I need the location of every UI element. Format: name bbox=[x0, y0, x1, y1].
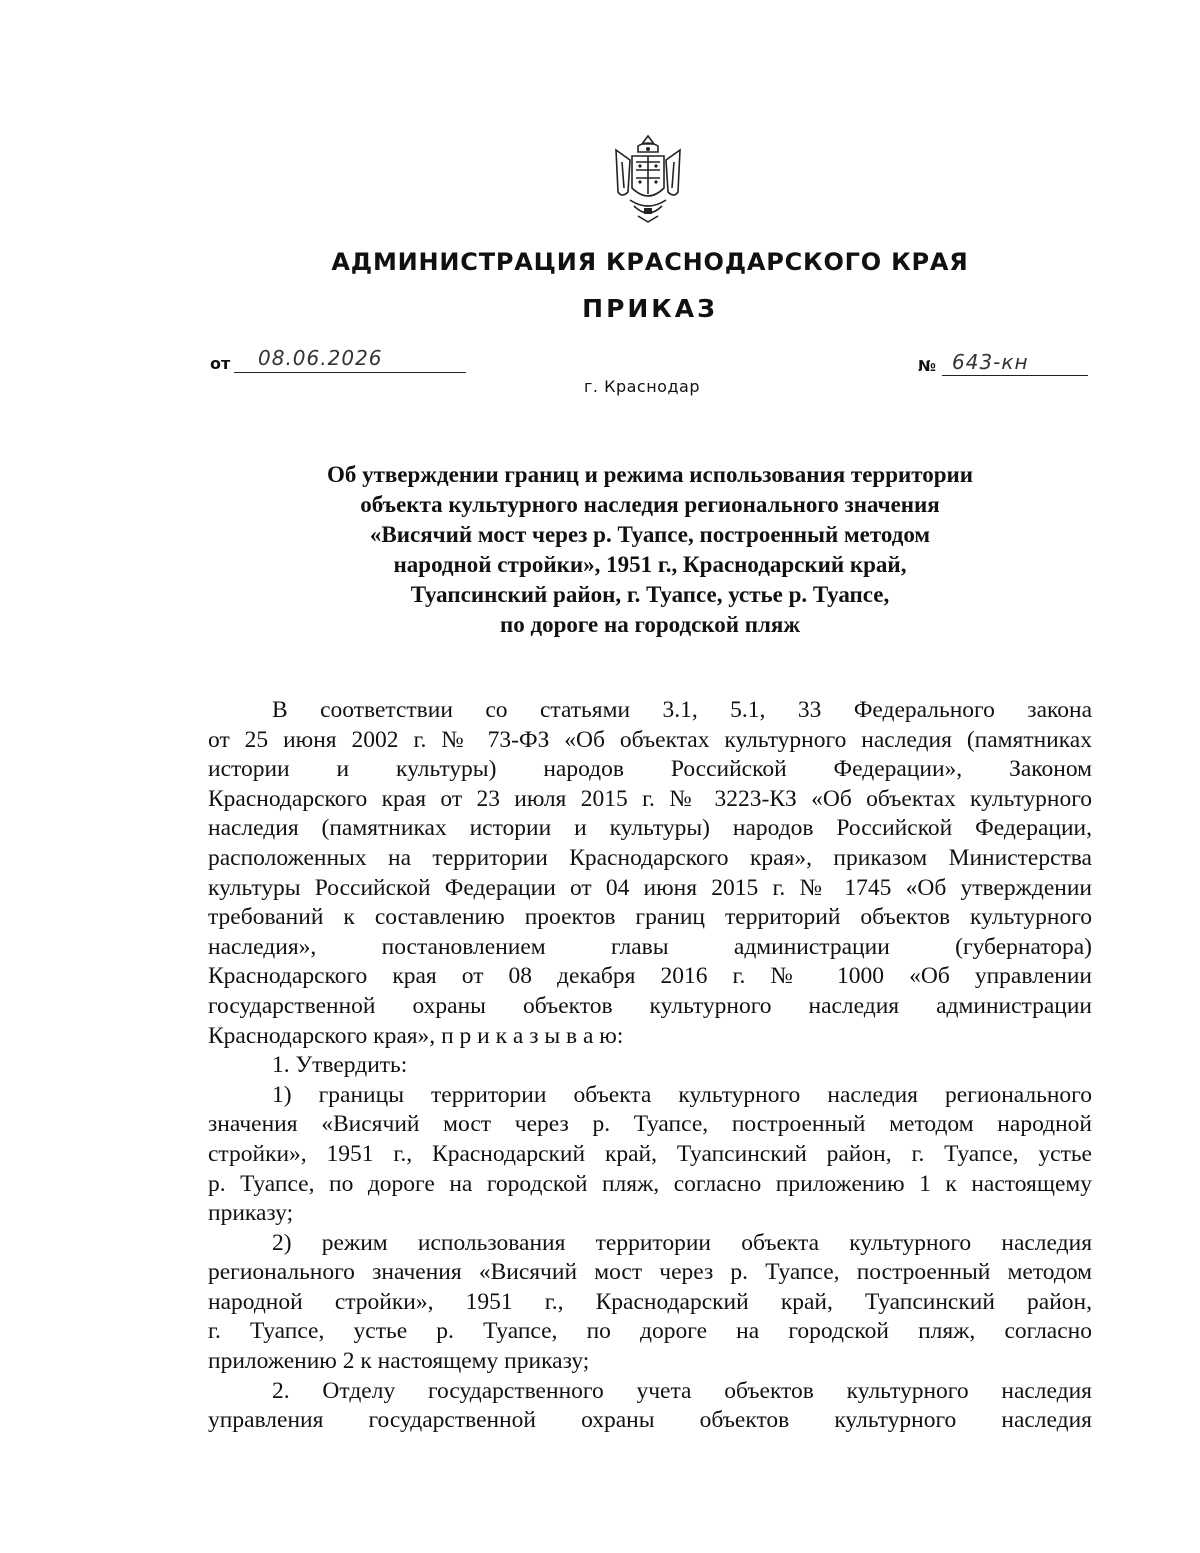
number-label: № bbox=[918, 357, 937, 375]
body-line: 1) границы территории объекта культурного наследия регионального bbox=[272, 1081, 1092, 1108]
body-line: государственной охраны объектов культурного наследия администрации bbox=[208, 992, 1092, 1019]
body-line: значения «Висячий мост через р. Туапсе, построенный методом народной bbox=[208, 1111, 1092, 1138]
body-line: Краснодарского края от 23 июля 2015 г. № 3223-КЗ «Об объектах культурного bbox=[208, 785, 1092, 812]
title-line: народной стройки», 1951 г., Краснодарский край, bbox=[393, 552, 907, 577]
body-line: приложению 2 к настоящему приказу; bbox=[208, 1348, 590, 1375]
body-line: В соответствии со статьями 3.1, 5.1, 33 Федерального закона bbox=[272, 697, 1092, 723]
body-line bbox=[208, 1022, 1092, 1052]
title-line: Туапсинский район, г. Туапсе, устье р. Туапсе, bbox=[410, 582, 890, 607]
order-directive: п р и к а з ы в а ю: bbox=[441, 1022, 624, 1049]
title-line: по дороге на городской пляж bbox=[499, 612, 801, 637]
body-line: управления государственной охраны объектов культурного наследия bbox=[208, 1407, 1092, 1434]
body-line: стройки», 1951 г., Краснодарский край, Туапсинский район, г. Туапсе, устье bbox=[208, 1140, 1092, 1167]
number-underline bbox=[942, 375, 1088, 376]
body-line: требований к составлению проектов границ территорий объектов культурного bbox=[208, 904, 1092, 931]
body-line: приказу; bbox=[208, 1200, 294, 1227]
date-label: от bbox=[210, 354, 231, 373]
body-line: р. Туапсе, по дороге на городской пляж, согласно приложению 1 к настоящему bbox=[208, 1170, 1092, 1197]
body-line: наследия (памятниках истории и культуры) народов Российской Федерации, bbox=[208, 815, 1092, 842]
body-line: от 25 июня 2002 г. № 73-ФЗ «Об объектах культурного наследия (памятниках bbox=[208, 726, 1092, 753]
body-line: Краснодарского края от 08 декабря 2016 г. № 1000 «Об управлении bbox=[208, 963, 1092, 990]
body-line: народной стройки», 1951 г., Краснодарский край, Туапсинский район, bbox=[208, 1288, 1092, 1315]
title-line: объекта культурного наследия регионального значения bbox=[360, 492, 940, 517]
city: г. Краснодар bbox=[584, 377, 700, 396]
document-type: ПРИКАЗ bbox=[582, 294, 718, 323]
date-value: 08.06.2026 bbox=[258, 346, 383, 370]
body-line: г. Туапсе, устье р. Туапсе, по дороге на городской пляж, согласно bbox=[208, 1318, 1092, 1345]
organization-name: АДМИНИСТРАЦИЯ КРАСНОДАРСКОГО КРАЯ bbox=[331, 248, 969, 276]
body-line-text: Краснодарского края», bbox=[208, 1022, 436, 1049]
title-line: «Висячий мост через р. Туапсе, построенный методом bbox=[369, 522, 931, 547]
number-value: 643-кн bbox=[952, 350, 1029, 374]
body-line: 1. Утвердить: bbox=[272, 1052, 408, 1079]
body-line: истории и культуры) народов Российской Федерации», Законом bbox=[208, 756, 1092, 783]
body-line: наследия», постановлением главы администрации (губернатора) bbox=[208, 933, 1092, 960]
body-line: 2. Отделу государственного учета объектов культурного наследия bbox=[272, 1377, 1092, 1404]
body-line: расположенных на территории Краснодарского края», приказом Министерства bbox=[208, 844, 1092, 871]
body-line: регионального значения «Висячий мост через р. Туапсе, построенный методом bbox=[208, 1259, 1092, 1286]
body-line: культуры Российской Федерации от 04 июня 2015 г. № 1745 «Об утверждении bbox=[208, 874, 1092, 901]
document-body bbox=[208, 696, 1092, 1436]
document-title bbox=[250, 460, 1050, 640]
date-underline bbox=[234, 372, 466, 373]
title-line: Об утверждении границ и режима использования территории bbox=[326, 462, 974, 487]
krasnodar-coat-of-arms-icon bbox=[608, 132, 688, 226]
body-line: 2) режим использования территории объекта культурного наследия bbox=[272, 1229, 1092, 1256]
